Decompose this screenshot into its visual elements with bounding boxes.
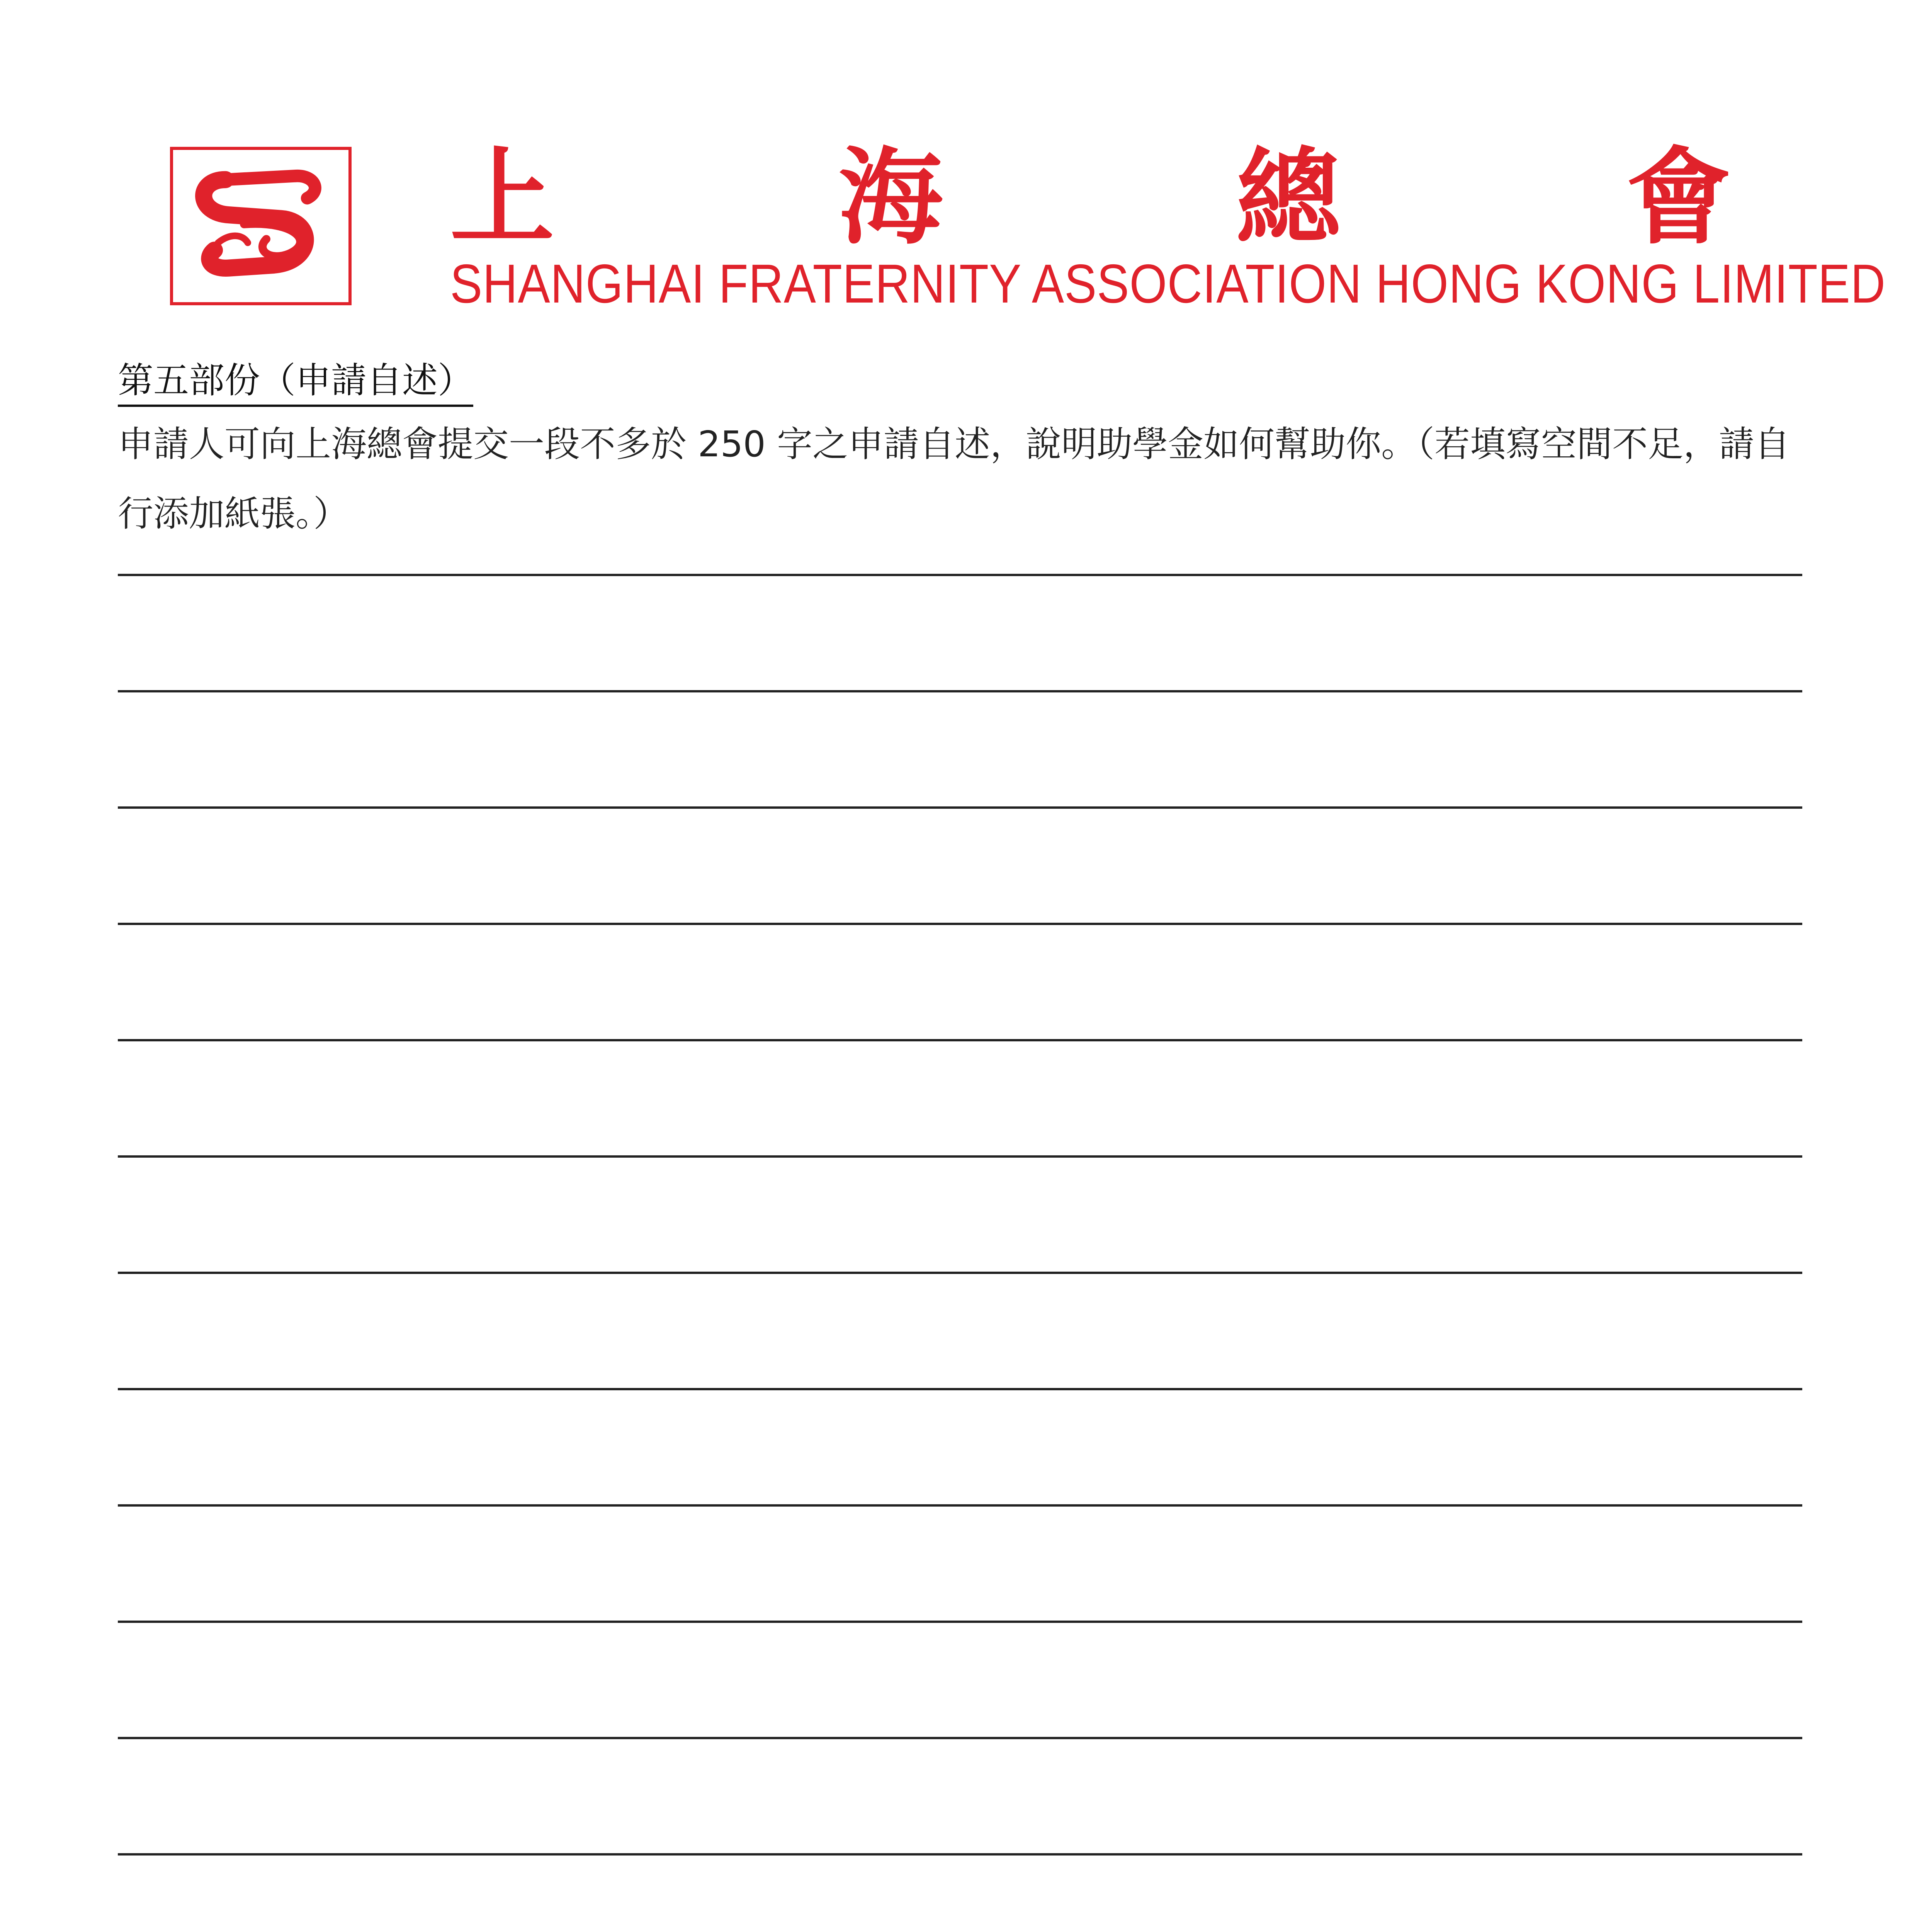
writing-line[interactable]: [118, 1272, 1802, 1274]
writing-line[interactable]: [118, 923, 1802, 925]
shfa-logo-mark: [173, 150, 348, 302]
org-name-cn-char: 上: [450, 136, 554, 259]
writing-line[interactable]: [118, 1504, 1802, 1507]
shfa-logo: [170, 147, 352, 305]
writing-line[interactable]: [118, 1039, 1802, 1041]
writing-line[interactable]: [118, 806, 1802, 809]
writing-line[interactable]: [118, 1621, 1802, 1623]
section-title: 第五部份（申請自述）: [118, 357, 473, 407]
org-name-cn-char: 會: [1626, 136, 1731, 259]
writing-line[interactable]: [118, 690, 1802, 692]
writing-line[interactable]: [118, 1737, 1802, 1739]
writing-line[interactable]: [118, 1155, 1802, 1158]
org-name-en: SHANGHAI FRATERNITY ASSOCIATION HONG KONG LIMITED: [450, 253, 1886, 315]
section-instruction: 申請人可向上海總會提交一段不多於 250 字之申請自述，說明助學金如何幫助你。（若填寫空間不足，請自行添加紙張。）: [118, 423, 1790, 534]
org-name-cn-char: 總: [1236, 136, 1341, 259]
writing-line[interactable]: [118, 1388, 1802, 1390]
org-name-cn-char: 海: [838, 136, 943, 259]
writing-line[interactable]: [118, 574, 1802, 576]
writing-line[interactable]: [118, 1853, 1802, 1855]
